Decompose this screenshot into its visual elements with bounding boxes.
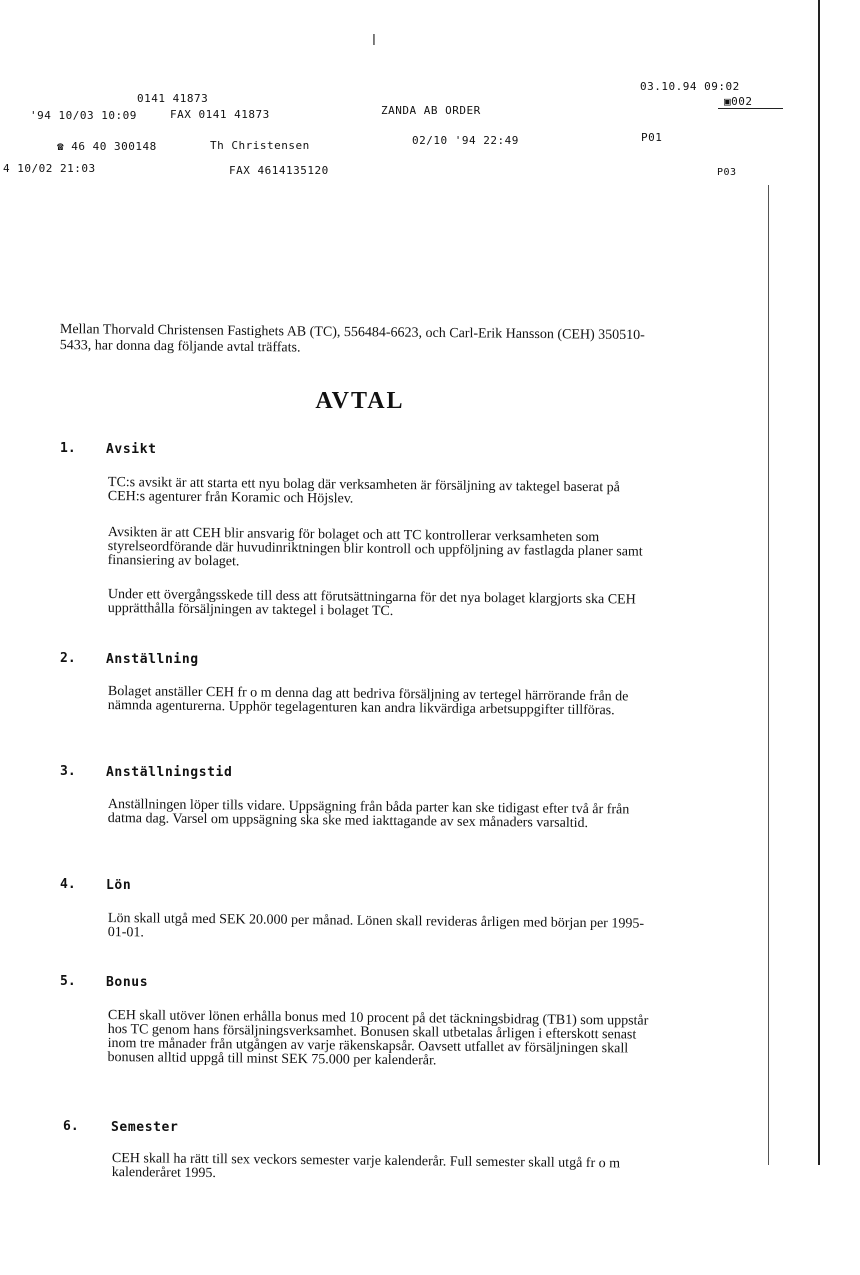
fax-header-page-number: ▣002: [724, 95, 753, 108]
scan-edge-line: [818, 0, 820, 1165]
section-1-number: 1.: [60, 441, 76, 456]
fax-header-fax2: FAX 4614135120: [229, 164, 329, 177]
section-1-paragraph-1: TC:s avsikt är att starta ett nyu bolag där verksamheten är försäljning av taktegel baserat på CEH:s agenturer från Koramic och Höjslev.: [107, 475, 620, 507]
section-5-number: 5.: [60, 974, 76, 989]
section-5-heading: Bonus: [106, 975, 149, 990]
section-1-heading: Avsikt: [106, 442, 157, 457]
fax-header-page-p03: P03: [717, 167, 737, 178]
section-6-number: 6.: [63, 1119, 79, 1134]
fax-header-phone: [57, 140, 157, 153]
scan-inner-line: [768, 185, 769, 1165]
fax-header-zanda: ZANDA AB ORDER: [381, 104, 481, 117]
intro-paragraph: Mellan Thorvald Christensen Fastighets AB (TC), 556484-6623, och Carl-Erik Hansson (CEH) 350510-5433, har donna dag följande avtal träffats.: [59, 322, 645, 356]
fax-header-page-p01: P01: [641, 131, 663, 144]
header-underline: [718, 108, 783, 109]
fax-header-date: '94 10/03 10:09: [30, 109, 137, 122]
fax-header-line1: 0141 41873: [137, 92, 209, 105]
section-4-heading: Lön: [106, 878, 132, 893]
section-3-heading: Anställningstid: [106, 765, 233, 780]
scan-mark-top: ꞁ: [372, 30, 376, 46]
section-2-number: 2.: [60, 651, 76, 666]
fax-header-zanda-date: 02/10 '94 22:49: [412, 134, 519, 147]
section-1-paragraph-2: Avsikten är att CEH blir ansvarig för bolaget och att TC kontrollerar verksamheten som styrelseordförande där huvudinriktningen blir kontroll och uppföljning av fastlagda planer samt finansiering av bolaget.: [107, 525, 643, 570]
section-3-number: 3.: [60, 764, 76, 779]
section-6-paragraph-1: CEH skall ha rätt till sex veckors semester varje kalenderår. Full semester skall utgå fr o m kalenderåret 1995.: [111, 1151, 621, 1182]
section-1-paragraph-3: Under ett övergångsskede till dess att förutsättningarna för det nya bolaget klargjorts ska CEH upprätthålla försäljningen av taktegel i bolaget TC.: [107, 587, 636, 619]
document-title: AVTAL: [315, 388, 405, 414]
fax-header-phone-number: 46 40 300148: [71, 140, 157, 153]
telephone-icon: ☎: [57, 140, 65, 153]
section-2-heading: Anställning: [106, 652, 199, 667]
fax-header-date2: 4 10/02 21:03: [3, 162, 96, 175]
fax-header-fax: FAX 0141 41873: [170, 108, 270, 121]
section-2-paragraph-1: Bolaget anställer CEH fr o m denna dag att bedriva försäljning av tertegel härrörande från de nämnda agenturerna. Upphör tegelagenturen kan andra likvärdiga arbetsuppgifter tillföras.: [107, 684, 629, 719]
section-6-heading: Semester: [111, 1120, 179, 1135]
section-5-paragraph-1: CEH skall utöver lönen erhålla bonus med 10 procent på det täckningsbidrag (TB1) som uppstår hos TC genom hans försäljningsverksamhet. Bonusen skall utbetalas årligen i efterskott senast inom tre månader från utgången av varje räkenskapsår. Oavsett utfallet av försäljningen skall bonusen alltid uppgå till minst SEK 75.000 per kalenderår.: [107, 1008, 649, 1069]
section-4-number: 4.: [60, 877, 76, 892]
section-3-paragraph-1: Anställningen löper tills vidare. Uppsägning från båda parter kan ske tidigast efter två år från datma dag. Varsel om uppsägning ska ske med iakttagande av sex månaders varsaltid.: [107, 797, 630, 832]
fax-header-stamp: 03.10.94 09:02: [640, 80, 740, 93]
section-4-paragraph-1: Lön skall utgå med SEK 20.000 per månad. Lönen skall revideras årligen med början per 1995-01-01.: [107, 911, 645, 941]
page-box-icon: ▣: [724, 95, 732, 108]
fax-header-name: Th Christensen: [210, 139, 310, 152]
